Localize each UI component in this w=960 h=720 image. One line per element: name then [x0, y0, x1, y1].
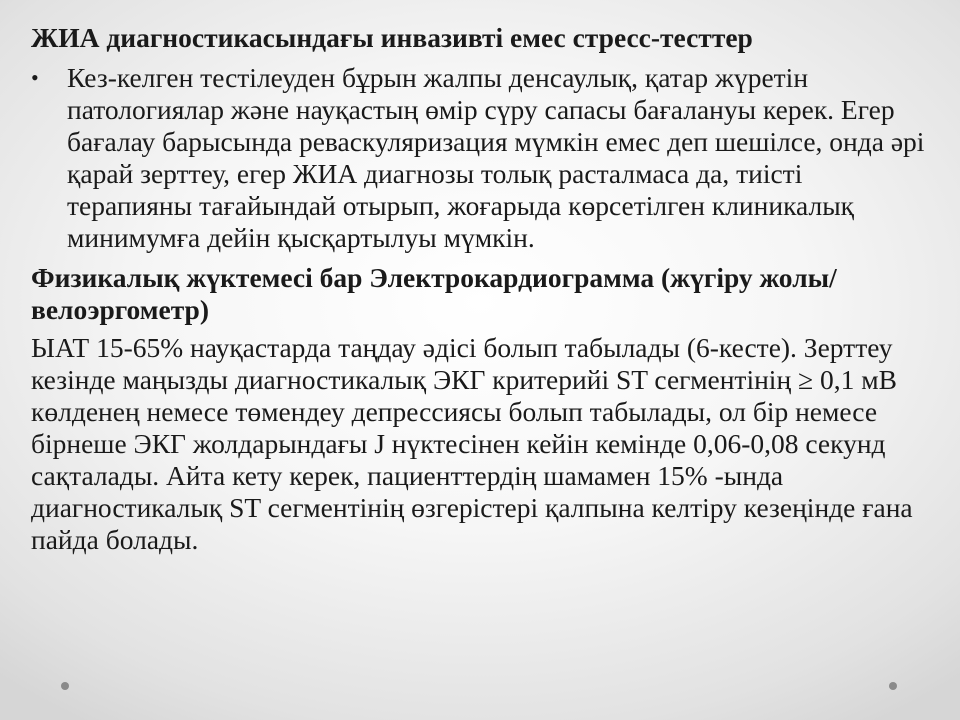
- bullet-item: [31, 62, 931, 254]
- body-paragraph: ЫАТ 15-65% науқастарда таңдау әдісі болып табылады (6-кесте). Зерттеу кезінде маңызды диагностикалық ЭКГ критерийі ST сегментінің ≥ 0,1 мВ көлденең немесе төмендеу депрессиясы болып табылады, ол бір немесе бірнеше ЭКГ жолдарындағы J нүктесінен кейін кемінде 0,06-0,08 секунд сақталады. Айта кету керек, пациенттердің шамамен 15% -ында диагностикалық ST сегментінің өзгерістері қалпына келтіру кезеңінде ғана пайда болады.: [31, 332, 913, 555]
- slide-content: [31, 22, 931, 556]
- decorative-dot-icon: [889, 682, 897, 690]
- bullet-text: Кез-келген тестілеуден бұрын жалпы денсаулық, қатар жүретін патологиялар және науқастың өмір сүру сапасы бағалануы керек. Егер бағалау барысында реваскуляризация мүмкін емес деп шешілсе, онда әрі қарай зерттеу, егер ЖИА диагнозы толық расталмаса да, тиісті терапияны тағайындай отырып, жоғарыда көрсетілген клиникалық минимумға дейін қысқартылуы мүмкін.: [67, 62, 925, 253]
- bullet-icon: •: [31, 65, 39, 90]
- decorative-dot-icon: [61, 682, 69, 690]
- slide-heading: ЖИА диагностикасындағы инвазивті емес стресс-тесттер: [31, 22, 753, 53]
- section-heading: Физикалық жүктемесі бар Электрокардиограмма (жүгіру жолы/велоэргометр): [31, 262, 837, 325]
